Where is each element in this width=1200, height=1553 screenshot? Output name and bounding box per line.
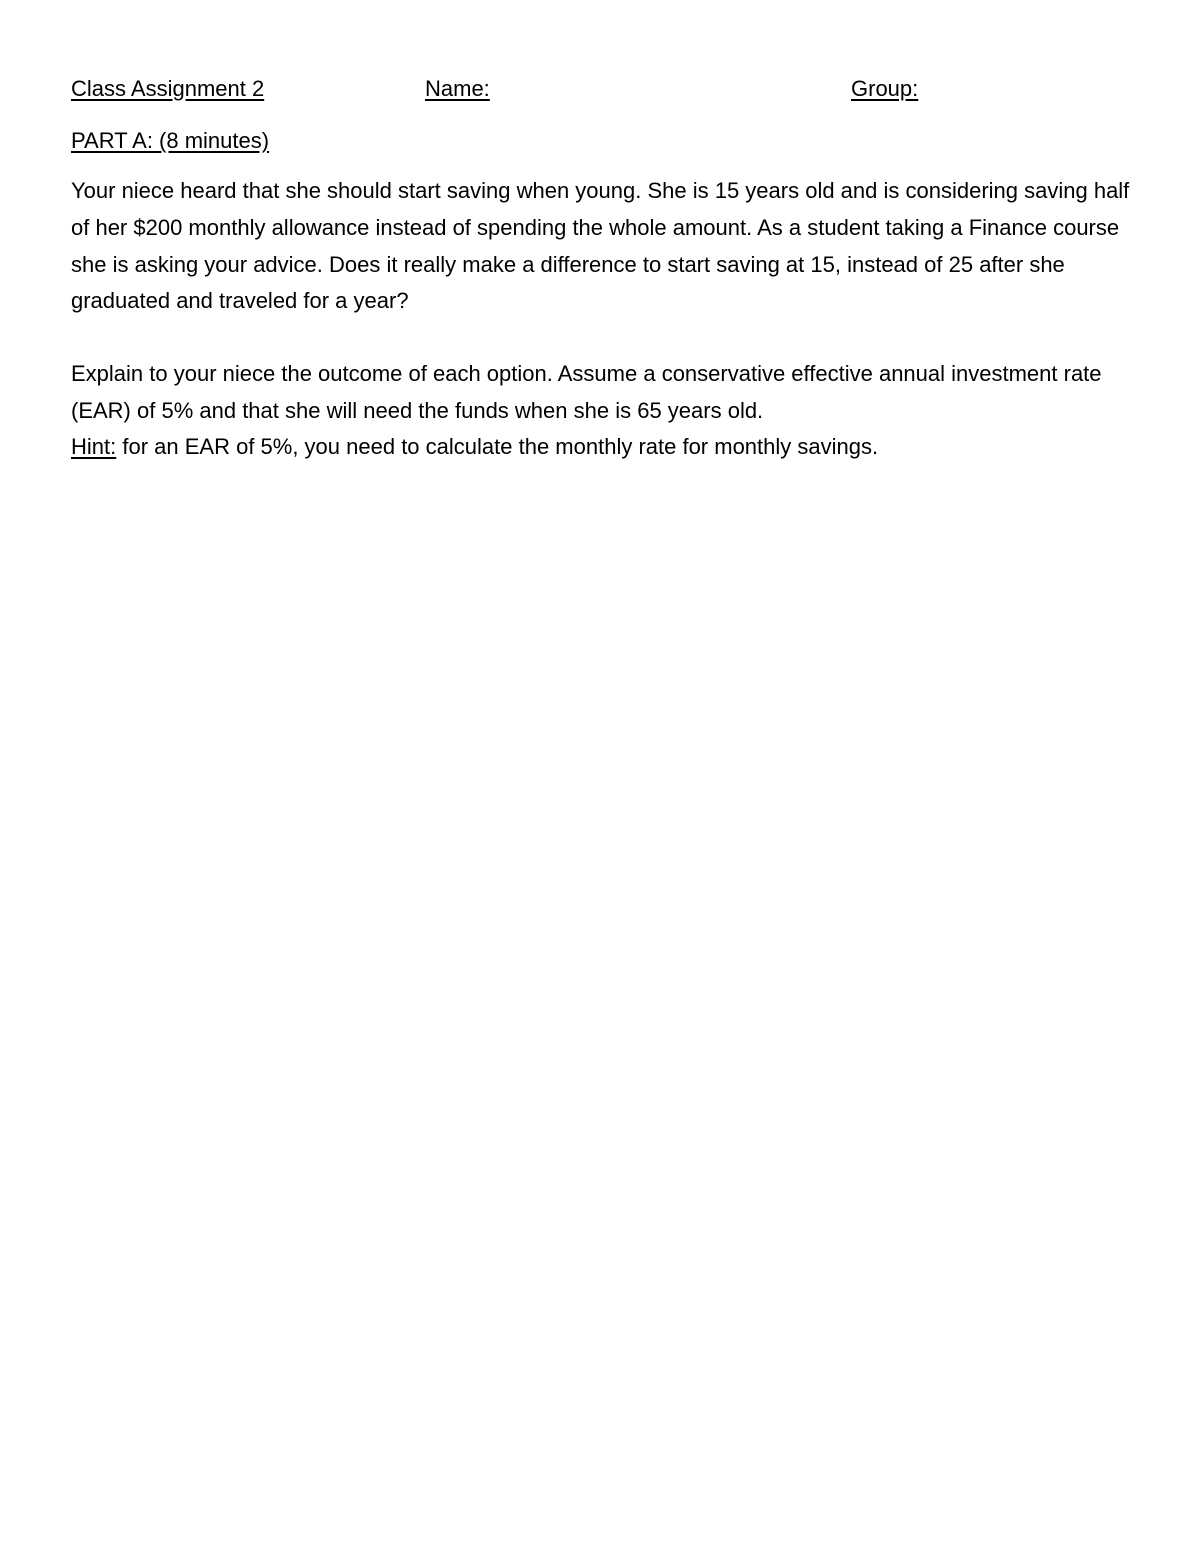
- hint-text: for an EAR of 5%, you need to calculate the monthly rate for monthly savings.: [116, 434, 879, 459]
- question-paragraph: Your niece heard that she should start saving when young. She is 15 years old and is considering saving half of her $200 monthly allowance instead of spending the whole amount. As a student taking a Finance course she is asking your advice. Does it really make a difference to start saving at 15, instead of 25 after she graduated and traveled for a year?: [71, 178, 1130, 314]
- hint-label: Hint:: [71, 434, 117, 459]
- hint-paragraph: [71, 429, 1131, 466]
- part-a-heading: PART A: (8 minutes): [71, 128, 270, 153]
- assignment-title: Class Assignment 2: [71, 76, 265, 101]
- instruction-paragraph: Explain to your niece the outcome of each option. Assume a conservative effective annual investment rate (EAR) of 5% and that she will need the funds when she is 65 years old.: [71, 361, 1102, 423]
- group-label: Group:: [851, 76, 919, 101]
- name-label: Name:: [425, 76, 490, 101]
- header-line: [0, 76, 1200, 106]
